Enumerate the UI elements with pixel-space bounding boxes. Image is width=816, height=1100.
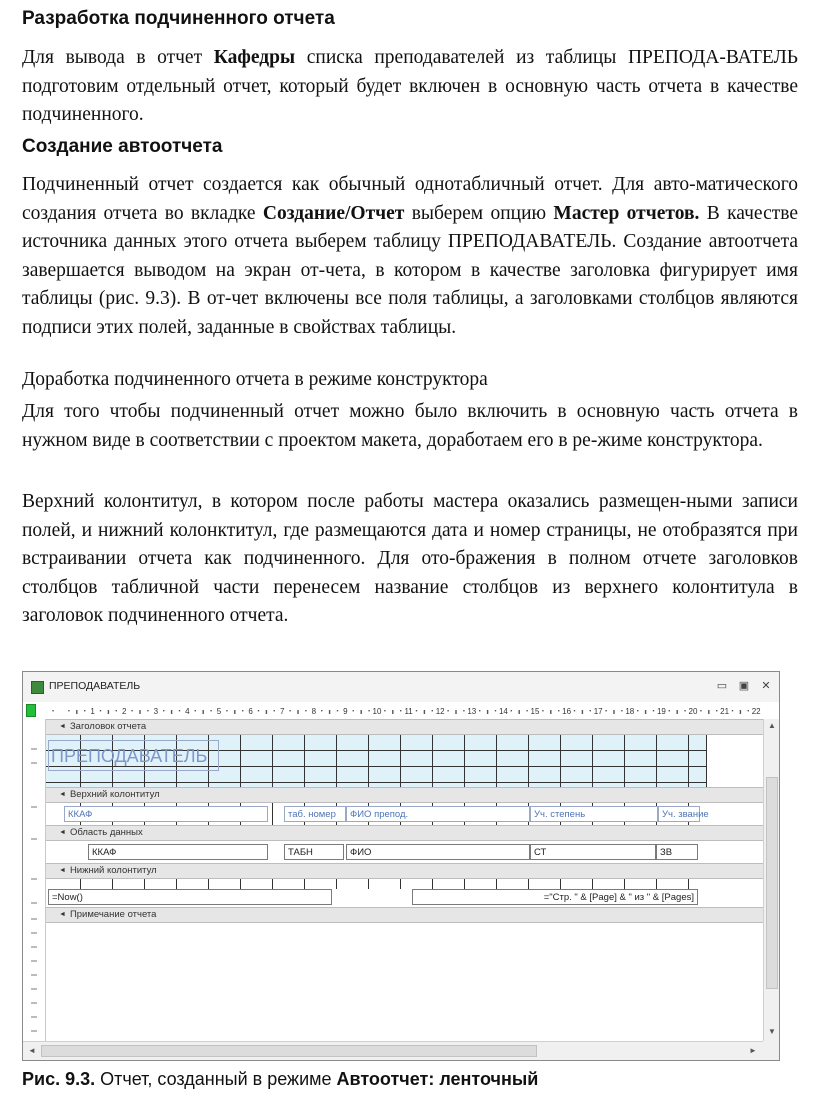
ruler-tick [68, 710, 69, 711]
ruler-tick [337, 710, 338, 711]
ruler-tick [550, 710, 551, 714]
header-label-title[interactable]: Уч. звание [658, 806, 700, 822]
vertical-ruler [23, 719, 46, 1041]
ruler-mark-8: 8 [311, 707, 317, 716]
vertical-ruler-ticks [23, 719, 45, 1041]
ruler-tick [574, 710, 575, 711]
ruler-tick [210, 710, 211, 711]
paragraph-designer-title: Доработка подчиненного отчета в режиме конструктора [22, 369, 488, 390]
section-report-footer [46, 923, 763, 1041]
ruler-tick [447, 710, 448, 711]
ruler-mark-7: 7 [279, 707, 285, 716]
band-page-footer[interactable] [46, 863, 763, 879]
ruler-tick [463, 710, 464, 711]
ruler-tick [637, 710, 638, 711]
band-label-page-header: ◄ Верхний колонтитул [59, 789, 160, 800]
ruler-tick [163, 710, 164, 711]
ruler-tick [139, 710, 140, 714]
header-label-fio[interactable]: ФИО препод. [346, 806, 530, 822]
section-detail [46, 841, 763, 863]
field-tabn[interactable]: ТАБН [284, 844, 344, 860]
scroll-down-icon[interactable]: ▼ [768, 1027, 776, 1036]
field-st[interactable]: СТ [530, 844, 656, 860]
close-icon[interactable]: ✕ [761, 680, 771, 692]
ruler-tick [226, 710, 227, 711]
paragraph-headers: Верхний колонтитул, в котором после работы мастера оказались размещен-ными записи полей, и нижний колонктитул, где размещаются дата и номер страницы, не отобразятся при встраивании отчета как подчиненного. Для ото-бражения в полном отчете заголовков столбцов табличной части перенесем название столбцов из верхнего колонтитула в заголовок подчиненного отчета. [22, 491, 798, 626]
ruler-mark-15: 15 [530, 707, 540, 716]
ruler-tick [582, 710, 583, 714]
caption-number: Рис. 9.3. [22, 1069, 96, 1089]
scroll-left-icon[interactable]: ◄ [28, 1046, 36, 1055]
ruler-mark-2: 2 [121, 707, 127, 716]
window-titlebar [23, 672, 779, 702]
ruler-tick [716, 710, 717, 711]
ruler-tick [519, 710, 520, 714]
ruler-mark-21: 21 [720, 707, 730, 716]
ruler-tick [432, 710, 433, 711]
ruler-tick [329, 710, 330, 714]
report-selector-icon[interactable] [26, 704, 36, 717]
ruler-tick [353, 710, 354, 711]
header-label-tab-number[interactable]: таб. номер [284, 806, 346, 822]
ruler-mark-18: 18 [625, 707, 635, 716]
ruler-tick [234, 710, 235, 714]
ruler-tick [613, 710, 614, 714]
ruler-tick [274, 710, 275, 711]
ruler-tick [368, 710, 369, 711]
ruler-tick [511, 710, 512, 711]
band-label-report-header: ◄ Заголовок отчета [59, 721, 146, 732]
ruler-mark-10: 10 [372, 707, 382, 716]
ruler-tick [708, 710, 709, 714]
minimize-icon[interactable]: ▭ [716, 680, 728, 692]
ruler-tick [400, 710, 401, 711]
report-designer-window [22, 671, 780, 1061]
ruler-mark-22: 22 [751, 707, 761, 716]
ruler-mark-19: 19 [656, 707, 666, 716]
section-report-header [46, 735, 763, 787]
paragraph-designer: Для того чтобы подчиненный отчет можно было включить в основную часть отчета в нужном виде в соответствии с проектом макета, доработаем его в ре-жиме конструктора. [22, 401, 798, 451]
ruler-tick [645, 710, 646, 714]
ruler-tick [108, 710, 109, 714]
ruler-tick [653, 710, 654, 711]
field-zv[interactable]: ЗВ [656, 844, 698, 860]
band-label-page-footer: ◄ Нижний колонтитул [59, 865, 157, 876]
ruler-tick [131, 710, 132, 711]
header-label-degree[interactable]: Уч. степень [530, 806, 658, 822]
ruler-tick [116, 710, 117, 711]
ruler-tick [732, 710, 733, 711]
restore-icon[interactable]: ▣ [738, 680, 750, 692]
ruler-tick [479, 710, 480, 711]
ruler-tick [297, 710, 298, 714]
ruler-tick [203, 710, 204, 714]
vertical-scrollbar[interactable] [763, 719, 779, 1041]
ruler-tick [684, 710, 685, 711]
ruler-tick [289, 710, 290, 711]
ruler-mark-9: 9 [343, 707, 348, 716]
ruler-mark-3: 3 [153, 707, 159, 716]
figure-caption [22, 1069, 538, 1090]
ruler-tick [542, 710, 543, 711]
ruler-tick [495, 710, 496, 711]
ruler-tick [179, 710, 180, 711]
ruler-mark-11: 11 [404, 707, 413, 716]
ruler-mark-1: 1 [90, 707, 95, 716]
band-report-footer[interactable] [46, 907, 763, 923]
field-kkaf[interactable]: ККАФ [88, 844, 268, 860]
section-page-header [46, 803, 763, 825]
ruler-tick [605, 710, 606, 711]
ruler-tick [258, 710, 259, 711]
ruler-tick [100, 710, 101, 711]
band-detail[interactable] [46, 825, 763, 841]
ruler-tick [171, 710, 172, 714]
caption-text: Отчет, созданный в режиме [95, 1069, 337, 1089]
ruler-mark-12: 12 [435, 707, 445, 716]
table-icon [31, 681, 44, 694]
field-fio[interactable]: ФИО [346, 844, 530, 860]
header-label-kkaf[interactable]: ККАФ [64, 806, 268, 822]
ruler-tick [487, 710, 488, 714]
ruler-tick [52, 710, 53, 711]
ruler-tick [621, 710, 622, 711]
band-label-detail: ◄ Область данных [59, 827, 143, 838]
footer-date-field[interactable]: =Now() [48, 889, 332, 905]
ruler-mark-16: 16 [562, 707, 572, 716]
ruler-mark-14: 14 [498, 707, 508, 716]
scroll-right-icon[interactable]: ► [749, 1046, 757, 1055]
ruler-tick [361, 710, 362, 714]
paragraph-intro: Для вывода в отчет Кафедры списка преподавателей из таблицы ПРЕПОДА-ВАТЕЛЬ подготовим отдельный отчет, который будет включен в основную часть отчета в качестве подчиненного. [22, 47, 798, 125]
ruler-tick [84, 710, 85, 711]
report-title-label[interactable]: ПРЕПОДАВАТЕЛЬ [48, 740, 219, 771]
caption-mode: Автоотчет: ленточный [336, 1069, 539, 1089]
ruler-tick [266, 710, 267, 714]
footer-page-number-field[interactable]: ="Стр. " & [Page] & " из " & [Pages] [412, 889, 698, 905]
ruler-ticks [47, 702, 762, 719]
ruler-tick [416, 710, 417, 711]
horizontal-scrollbar[interactable] [23, 1041, 763, 1060]
ruler-tick [242, 710, 243, 711]
scroll-up-icon[interactable]: ▲ [768, 721, 776, 730]
ruler-tick [321, 710, 322, 711]
ruler-mark-20: 20 [688, 707, 698, 716]
design-surface [46, 719, 763, 1041]
section-heading: Разработка подчиненного отчета [22, 8, 335, 29]
subsection-heading: Создание автоотчета [22, 136, 223, 157]
band-page-header[interactable] [46, 787, 763, 803]
ruler-tick [195, 710, 196, 711]
ruler-tick [526, 710, 527, 711]
ruler-tick [740, 710, 741, 714]
ruler-tick [305, 710, 306, 711]
ruler-mark-13: 13 [467, 707, 477, 716]
ruler-tick [558, 710, 559, 711]
ruler-tick [147, 710, 148, 711]
window-title: ПРЕПОДАВАТЕЛЬ [49, 680, 141, 692]
ruler-mark-17: 17 [593, 707, 603, 716]
section-page-footer [46, 879, 763, 907]
band-label-report-footer: ◄ Примечание отчета [59, 909, 156, 920]
ruler-tick [384, 710, 385, 711]
ruler-tick [590, 710, 591, 711]
ruler-tick [455, 710, 456, 714]
ruler-tick [76, 710, 77, 714]
horizontal-scroll-thumb[interactable] [41, 1045, 537, 1057]
ruler-tick [677, 710, 678, 714]
ruler-mark-4: 4 [185, 707, 190, 716]
ruler-tick [669, 710, 670, 711]
ruler-tick [424, 710, 425, 714]
band-report-header[interactable] [46, 719, 763, 735]
vertical-scroll-thumb[interactable] [766, 777, 778, 989]
ruler-mark-5: 5 [216, 707, 222, 716]
ruler-tick [700, 710, 701, 711]
paragraph-autoreport: Подчиненный отчет создается как обычный однотабличный отчет. Для авто-матического создания отчета во вкладке Создание/Отчет выберем опцию Мастер отчетов. В качестве источника данных этого отчета выберем таблицу ПРЕПОДАВАТЕЛЬ. Создание автоотчета завершается выводом на экран от-чета, в котором в качестве заголовка фигурирует имя таблицы (рис. 9.3). В от-чет включены все поля таблицы, а заголовками столбцов являются подписи этих полей, заданные в свойствах таблицы. [22, 174, 799, 338]
ruler-tick [748, 710, 749, 711]
ruler-tick [392, 710, 393, 714]
ruler-mark-6: 6 [248, 707, 253, 716]
